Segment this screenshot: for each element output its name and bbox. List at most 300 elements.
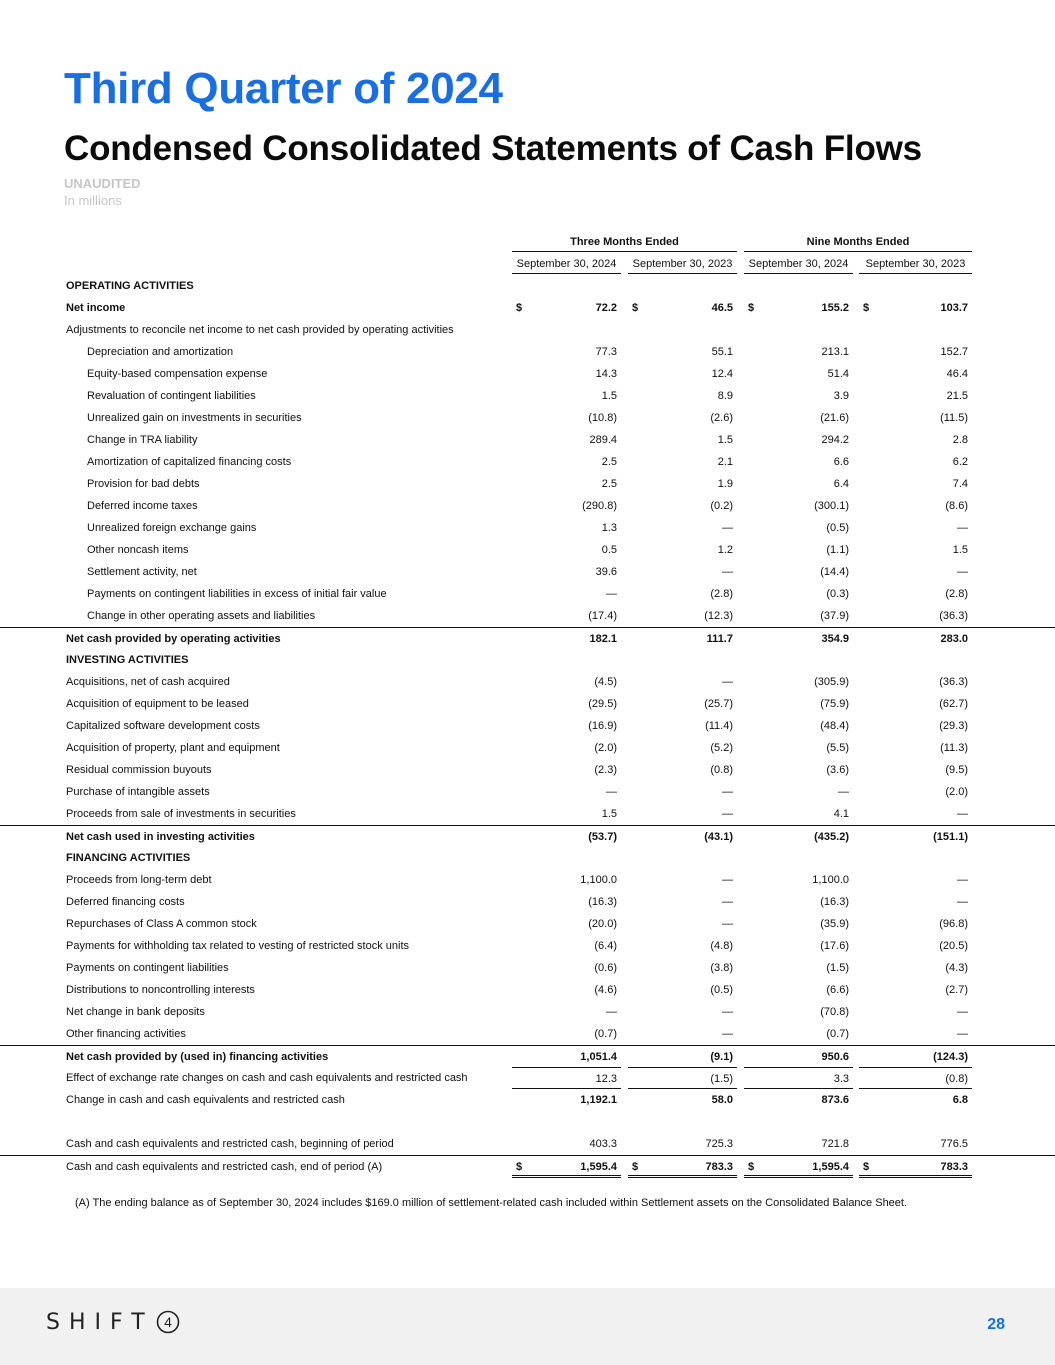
value-cell [512, 737, 621, 759]
cell-value: (96.8) [939, 918, 968, 930]
value-cell [512, 473, 621, 495]
cell-value: (16.9) [588, 720, 617, 732]
cell-value: 1.5 [601, 390, 617, 402]
table-row [0, 803, 1055, 825]
column-header: September 30, 2024 [512, 256, 621, 274]
cell-value: (21.6) [820, 412, 849, 424]
cell-value: (6.6) [826, 984, 849, 996]
cell-value: (3.6) [826, 764, 849, 776]
value-cell [628, 539, 737, 561]
cell-value: — [722, 676, 733, 688]
cell-value: — [722, 896, 733, 908]
column-header: September 30, 2023 [628, 256, 737, 274]
cell-value: (9.5) [945, 764, 968, 776]
table-row [0, 385, 1055, 407]
section-header-row [0, 847, 1055, 869]
column-header: September 30, 2024 [744, 256, 853, 274]
value-cell [859, 979, 972, 1001]
value-cell [744, 429, 853, 451]
value-cell [628, 385, 737, 407]
cell-value: — [722, 566, 733, 578]
cell-value: (14.4) [820, 566, 849, 578]
table-row [0, 1067, 1055, 1089]
value-cell [744, 1046, 853, 1068]
value-cell [628, 693, 737, 715]
value-cell [859, 561, 972, 583]
row-label: Repurchases of Class A common stock [66, 918, 257, 930]
cell-value: 1,051.4 [580, 1051, 617, 1063]
value-cell [859, 935, 972, 957]
value-cell [859, 715, 972, 737]
value-cell [744, 628, 853, 650]
row-label: Deferred income taxes [87, 500, 198, 512]
value-cell [628, 979, 737, 1001]
cell-value: (35.9) [820, 918, 849, 930]
statement-title: Condensed Consolidated Statements of Cash Flows [64, 129, 922, 168]
cell-value: (29.5) [588, 698, 617, 710]
value-cell [859, 781, 972, 803]
cell-value: (2.8) [945, 588, 968, 600]
value-cell [628, 363, 737, 385]
cell-value: 6.8 [952, 1094, 968, 1106]
cell-value: (4.8) [710, 940, 733, 952]
value-cell [628, 715, 737, 737]
value-cell [512, 605, 621, 627]
cell-value: (70.8) [820, 1006, 849, 1018]
value-cell [744, 803, 853, 825]
total-row [0, 825, 1055, 847]
value-cell [744, 605, 853, 627]
value-cell [628, 1133, 737, 1155]
dollar-sign: $ [863, 302, 870, 314]
value-cell [859, 605, 972, 627]
cell-value: — [957, 874, 968, 886]
cell-value: (435.2) [814, 831, 849, 843]
cell-value: (20.5) [939, 940, 968, 952]
value-cell [744, 1023, 853, 1045]
row-label: Acquisition of equipment to be leased [66, 698, 249, 710]
cell-value: 12.4 [711, 368, 733, 380]
cell-value: (2.6) [710, 412, 733, 424]
cell-value: 950.6 [821, 1051, 849, 1063]
value-cell [859, 803, 972, 825]
value-cell [512, 826, 621, 848]
value-cell [744, 407, 853, 429]
cell-value: — [838, 786, 849, 798]
value-cell [512, 363, 621, 385]
row-label: Net cash used in investing activities [66, 831, 255, 843]
value-cell [628, 671, 737, 693]
value-cell [512, 803, 621, 825]
cell-value: — [722, 808, 733, 820]
table-row [0, 341, 1055, 363]
cell-value: (43.1) [704, 831, 733, 843]
cell-value: (11.4) [705, 720, 733, 732]
cell-value: — [722, 1006, 733, 1018]
row-label: INVESTING ACTIVITIES [66, 654, 189, 666]
value-cell [859, 913, 972, 935]
table-row [0, 561, 1055, 583]
cell-value: (11.3) [940, 742, 968, 754]
cell-value: (2.7) [945, 984, 968, 996]
value-cell [744, 341, 853, 363]
row-label: Amortization of capitalized financing costs [87, 456, 292, 468]
value-cell [512, 979, 621, 1001]
cell-value: 2.5 [601, 456, 617, 468]
value-cell [628, 781, 737, 803]
section-header-row [0, 275, 1055, 297]
cell-value: 111.7 [706, 633, 733, 645]
cell-value: 0.5 [601, 544, 617, 556]
row-label: Purchase of intangible assets [66, 786, 210, 798]
table-row [0, 913, 1055, 935]
value-cell [628, 341, 737, 363]
value-cell [628, 1046, 737, 1068]
value-cell [628, 561, 737, 583]
cell-value: 8.9 [717, 390, 733, 402]
cell-value: 182.1 [589, 633, 617, 645]
cell-value: (1.1) [826, 544, 849, 556]
cell-value: 2.8 [952, 434, 968, 446]
value-cell [744, 1067, 853, 1089]
cell-value: 58.0 [711, 1094, 733, 1106]
value-cell [628, 583, 737, 605]
value-cell [512, 957, 621, 979]
dollar-sign: $ [516, 1161, 523, 1173]
value-cell [744, 935, 853, 957]
cell-value: 294.2 [821, 434, 849, 446]
cell-value: (2.0) [594, 742, 617, 754]
cell-value: 403.3 [589, 1138, 617, 1150]
cell-value: (2.0) [945, 786, 968, 798]
value-cell [859, 891, 972, 913]
cell-value: — [722, 874, 733, 886]
value-cell [512, 715, 621, 737]
table-row [0, 1089, 1055, 1111]
value-cell [744, 891, 853, 913]
cell-value: (4.6) [594, 984, 617, 996]
table-row [0, 891, 1055, 913]
cell-value: (1.5) [710, 1073, 733, 1085]
row-label: Adjustments to reconcile net income to net cash provided by operating activities [66, 324, 454, 336]
cell-value: 721.8 [821, 1138, 849, 1150]
table-row [0, 1155, 1055, 1177]
table-row [0, 979, 1055, 1001]
cell-value: 1,100.0 [812, 874, 849, 886]
value-cell [744, 737, 853, 759]
value-cell [628, 737, 737, 759]
row-label: Revaluation of contingent liabilities [87, 390, 256, 402]
value-cell [628, 869, 737, 891]
cell-value: 1,192.1 [580, 1094, 617, 1106]
cell-value: (10.8) [588, 412, 617, 424]
cell-value: (0.3) [826, 588, 849, 600]
value-cell [744, 583, 853, 605]
table-row [0, 495, 1055, 517]
table-row [0, 605, 1055, 627]
value-cell [744, 693, 853, 715]
value-cell [512, 1156, 621, 1178]
cell-value: — [606, 1006, 617, 1018]
value-cell [744, 451, 853, 473]
cell-value: 2.5 [601, 478, 617, 490]
value-cell [859, 737, 972, 759]
row-label: Net cash provided by operating activities [66, 633, 281, 645]
table-row [0, 407, 1055, 429]
value-cell [859, 1046, 972, 1068]
table-row [0, 1023, 1055, 1045]
logo-wordmark: SHIFT [46, 1309, 154, 1335]
table-row [0, 671, 1055, 693]
value-cell [512, 693, 621, 715]
cell-value: 51.4 [827, 368, 849, 380]
cell-value: (151.1) [933, 831, 968, 843]
row-label: Proceeds from sale of investments in securities [66, 808, 296, 820]
cell-value: (16.3) [820, 896, 849, 908]
dollar-sign: $ [748, 302, 755, 314]
value-cell [512, 495, 621, 517]
cell-value: (1.5) [826, 962, 849, 974]
total-row [0, 1045, 1055, 1067]
value-cell [512, 1046, 621, 1068]
value-cell [744, 561, 853, 583]
table-row [0, 583, 1055, 605]
value-cell [628, 517, 737, 539]
value-cell [628, 473, 737, 495]
value-cell [628, 803, 737, 825]
value-cell [744, 869, 853, 891]
page-number: 28 [987, 1316, 1005, 1333]
value-cell [628, 826, 737, 848]
table-row [0, 1001, 1055, 1023]
logo-digit: 4 [163, 1314, 172, 1330]
table-row [0, 473, 1055, 495]
value-cell [859, 1089, 972, 1111]
value-cell [512, 583, 621, 605]
column-header: September 30, 2023 [859, 256, 972, 274]
value-cell [744, 781, 853, 803]
cell-value: — [957, 566, 968, 578]
cell-value: 72.2 [595, 302, 617, 314]
cell-value: (124.3) [933, 1051, 968, 1063]
cell-value: 1.5 [952, 544, 968, 556]
cell-value: 776.5 [940, 1138, 968, 1150]
cell-value: (29.3) [939, 720, 968, 732]
cell-value: 289.4 [589, 434, 617, 446]
cell-value: 4.1 [833, 808, 849, 820]
cell-value: 1,595.4 [812, 1161, 849, 1173]
unaudited-label: UNAUDITED [64, 176, 141, 191]
value-cell [744, 297, 853, 319]
table-row [0, 517, 1055, 539]
shift4-logo [46, 1308, 180, 1336]
value-cell [859, 407, 972, 429]
cell-value: (305.9) [814, 676, 849, 688]
value-cell [744, 473, 853, 495]
row-label: Deferred financing costs [66, 896, 185, 908]
value-cell [744, 363, 853, 385]
dollar-sign: $ [863, 1161, 870, 1173]
cell-value: — [957, 808, 968, 820]
total-row [0, 627, 1055, 649]
value-cell [859, 826, 972, 848]
cell-value: — [957, 896, 968, 908]
value-cell [512, 539, 621, 561]
cell-value: (20.0) [588, 918, 617, 930]
cell-value: 6.6 [833, 456, 849, 468]
row-label: Proceeds from long-term debt [66, 874, 212, 886]
value-cell [859, 363, 972, 385]
value-cell [512, 407, 621, 429]
group-header-three-months: Three Months Ended [512, 234, 737, 252]
value-cell [744, 671, 853, 693]
spacer-row [0, 1111, 1055, 1133]
cell-value: 46.4 [946, 368, 968, 380]
value-cell [512, 1089, 621, 1111]
cell-value: 3.3 [833, 1073, 849, 1085]
table-row [0, 363, 1055, 385]
value-cell [628, 451, 737, 473]
cell-value: (16.3) [588, 896, 617, 908]
cell-value: (0.7) [826, 1028, 849, 1040]
cell-value: — [957, 522, 968, 534]
value-cell [512, 561, 621, 583]
value-cell [859, 385, 972, 407]
dollar-sign: $ [516, 302, 523, 314]
cell-value: — [957, 1006, 968, 1018]
value-cell [744, 1156, 853, 1178]
cell-value: 1.5 [601, 808, 617, 820]
value-cell [628, 759, 737, 781]
value-cell [628, 1156, 737, 1178]
value-cell [512, 1067, 621, 1089]
value-cell [628, 1067, 737, 1089]
row-label: Change in TRA liability [87, 434, 198, 446]
value-cell [859, 341, 972, 363]
value-cell [628, 628, 737, 650]
row-label: Distributions to noncontrolling interests [66, 984, 255, 996]
cell-value: — [722, 522, 733, 534]
cell-value: — [722, 1028, 733, 1040]
table-row [0, 957, 1055, 979]
value-cell [859, 583, 972, 605]
value-cell [744, 979, 853, 1001]
cell-value: 783.3 [705, 1161, 733, 1173]
cell-value: 283.0 [940, 633, 968, 645]
cell-value: 213.1 [821, 346, 849, 358]
cell-value: 55.1 [711, 346, 733, 358]
value-cell [512, 1001, 621, 1023]
value-cell [628, 429, 737, 451]
row-label: Depreciation and amortization [87, 346, 234, 358]
value-cell [628, 935, 737, 957]
value-cell [744, 1001, 853, 1023]
cell-value: (0.2) [710, 500, 733, 512]
cell-value: 7.4 [952, 478, 968, 490]
row-label: Payments on contingent liabilities in excess of initial fair value [87, 588, 387, 600]
value-cell [744, 1133, 853, 1155]
cell-value: 6.4 [833, 478, 849, 490]
value-cell [628, 1023, 737, 1045]
cell-value: (4.3) [945, 962, 968, 974]
row-label: Cash and cash equivalents and restricted cash, end of period (A) [66, 1161, 383, 1173]
cell-value: (0.5) [826, 522, 849, 534]
cell-value: 2.1 [717, 456, 733, 468]
cell-value: (2.3) [594, 764, 617, 776]
cell-value: 1.3 [601, 522, 617, 534]
value-cell [512, 1023, 621, 1045]
table-row [0, 1133, 1055, 1155]
cell-value: 783.3 [940, 1161, 968, 1173]
table-row [0, 297, 1055, 319]
value-cell [744, 539, 853, 561]
value-cell [628, 957, 737, 979]
cell-value: (290.8) [582, 500, 617, 512]
value-cell [512, 451, 621, 473]
table-row [0, 935, 1055, 957]
value-cell [859, 957, 972, 979]
cell-value: 77.3 [595, 346, 617, 358]
value-cell [744, 495, 853, 517]
value-cell [859, 1156, 972, 1178]
value-cell [512, 935, 621, 957]
value-cell [744, 517, 853, 539]
cell-value: (300.1) [814, 500, 849, 512]
value-cell [512, 429, 621, 451]
value-cell [744, 957, 853, 979]
section-header-row [0, 649, 1055, 671]
row-label: Acquisition of property, plant and equipment [66, 742, 280, 754]
table-row [0, 715, 1055, 737]
cell-value: (5.5) [826, 742, 849, 754]
cell-value: 46.5 [711, 302, 733, 314]
cell-value: (8.6) [945, 500, 968, 512]
value-cell [628, 891, 737, 913]
cell-value: — [606, 786, 617, 798]
cell-value: 725.3 [705, 1138, 733, 1150]
row-label: Residual commission buyouts [66, 764, 212, 776]
cell-value: (62.7) [939, 698, 968, 710]
cell-value: 103.7 [940, 302, 968, 314]
value-cell [512, 628, 621, 650]
table-row [0, 451, 1055, 473]
value-cell [512, 891, 621, 913]
value-cell [859, 671, 972, 693]
value-cell [859, 297, 972, 319]
value-cell [859, 539, 972, 561]
value-cell [859, 693, 972, 715]
value-cell [512, 385, 621, 407]
value-cell [744, 1089, 853, 1111]
value-cell [859, 473, 972, 495]
value-cell [628, 605, 737, 627]
row-label: Other noncash items [87, 544, 189, 556]
value-cell [859, 495, 972, 517]
row-label: Cash and cash equivalents and restricted cash, beginning of period [66, 1138, 394, 1150]
table-row [0, 737, 1055, 759]
cell-value: (75.9) [820, 698, 849, 710]
cell-value: (53.7) [588, 831, 617, 843]
value-cell [628, 1089, 737, 1111]
row-label: Net cash provided by (used in) financing activities [66, 1051, 329, 1063]
row-label: FINANCING ACTIVITIES [66, 852, 191, 864]
value-cell [512, 869, 621, 891]
table-row [0, 781, 1055, 803]
value-cell [744, 715, 853, 737]
value-cell [512, 1133, 621, 1155]
cell-value: 3.9 [833, 390, 849, 402]
value-cell [859, 759, 972, 781]
